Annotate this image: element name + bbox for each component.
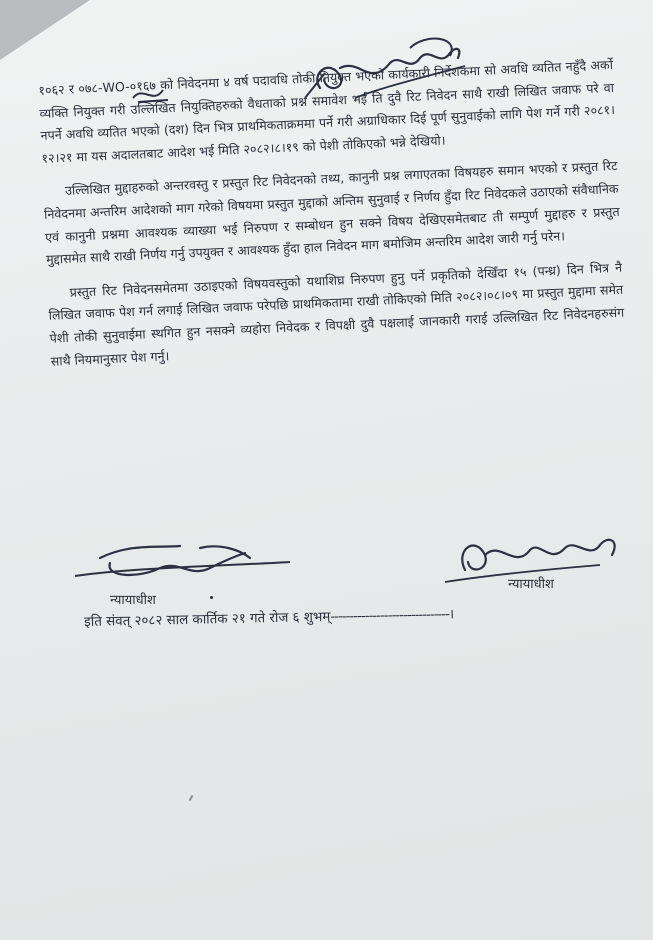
- paragraph-2: उल्लिखित मुद्दाहरुको अन्तरवस्तु र प्रस्तुत रिट निवेदनको तथ्य, कानुनी प्रश्न लगाएतका विषयहरु समान भएको र प्रस्तुत रिट निवेदनमा अन्तरिम आदेशको माग गरेको विषयमा प्रस्तुत मुद्दाको अन्तिम सुनुवाई र निर्णय हुँदा रिट निवेदकले उठाएको संवैधानिक एवं कानुनी प्रश्नमा आवश्यक व्याख्या भई निरुपण र सम्बोधन हुन सक्ने विषय देखिएसमेतबाट ती सम्पुर्ण मुद्दाहरु र प्रस्तुत मुद्दासमेत साथै राखी निर्णय गर्नु उपयुक्त र आवश्यक हुँदा हाल निवेदन माग बमोजिम अन्तरिम आदेश जारी गर्नु परेन।: [43, 158, 620, 267]
- order-text: [38, 54, 626, 384]
- paragraph-3: प्रस्तुत रिट निवेदनसमेतमा उठाइएको विषयवस्तुको यथाशिघ्र निरुपण हुनु पर्ने प्रकृतिको देखिँदा १५ (पन्ध्र) दिन भित्र नै लिखित जवाफ पेश गर्न लगाई लिखित जवाफ परेपछि प्राथमिकतामा राखी तोकिएको मिति २०८२।०८।०९ मा प्रस्तुत मुद्दामा समेत पेशी तोकी सुनुवाईमा स्थगित हुन नसक्ने व्यहोरा निवेदक र विपक्षी दुवै पक्षलाई जानकारी गराई उल्लिखित रिट निवेदनहरुसंग साथै नियमानुसार पेश गर्नु।: [48, 259, 625, 369]
- right-judge-label: न्यायाधीश: [508, 577, 554, 592]
- stray-mark: [189, 795, 194, 801]
- closing-text: इति संवत् २०८२ साल कार्तिक २१ गते रोज ६ शुभम्: [84, 609, 331, 630]
- dot-mark: [210, 596, 213, 599]
- paragraph-1: १०६२ र ०७८-WO-०१६७ को निवेदनमा ४ वर्ष पदावधि तोकी नियुक्त भएको कार्यकारी निर्देशकमा सो अवधि व्यतित नहुँदै अर्को व्यक्ति नियुक्त गरी उल्लिखित नियुक्तिहरुको वैधताको प्रश्न समावेश भई ति दुवै रिट निवेदन साथै राखी लिखित जवाफ परे वा नपर्ने अवधि व्यतित भएको (दश) दिन भित्र प्राथमिकताक्रममा पर्ने गरी अग्राधिकार दिई पूर्ण सुनुवाईको लागि पेश गर्ने गरी २०८१।१२।२१ मा यस अदालतबाट आदेश भई मिति २०८२।८।१९ को पेशी तोकिएको भन्ने देखियो।: [38, 56, 616, 166]
- left-judge-label: न्यायाधीश: [110, 593, 156, 608]
- page-fold-shadow: [0, 0, 90, 60]
- closing-line: [84, 601, 604, 630]
- closing-dashes: -------------------------------।: [330, 607, 454, 625]
- left-judge-signature: [70, 538, 300, 598]
